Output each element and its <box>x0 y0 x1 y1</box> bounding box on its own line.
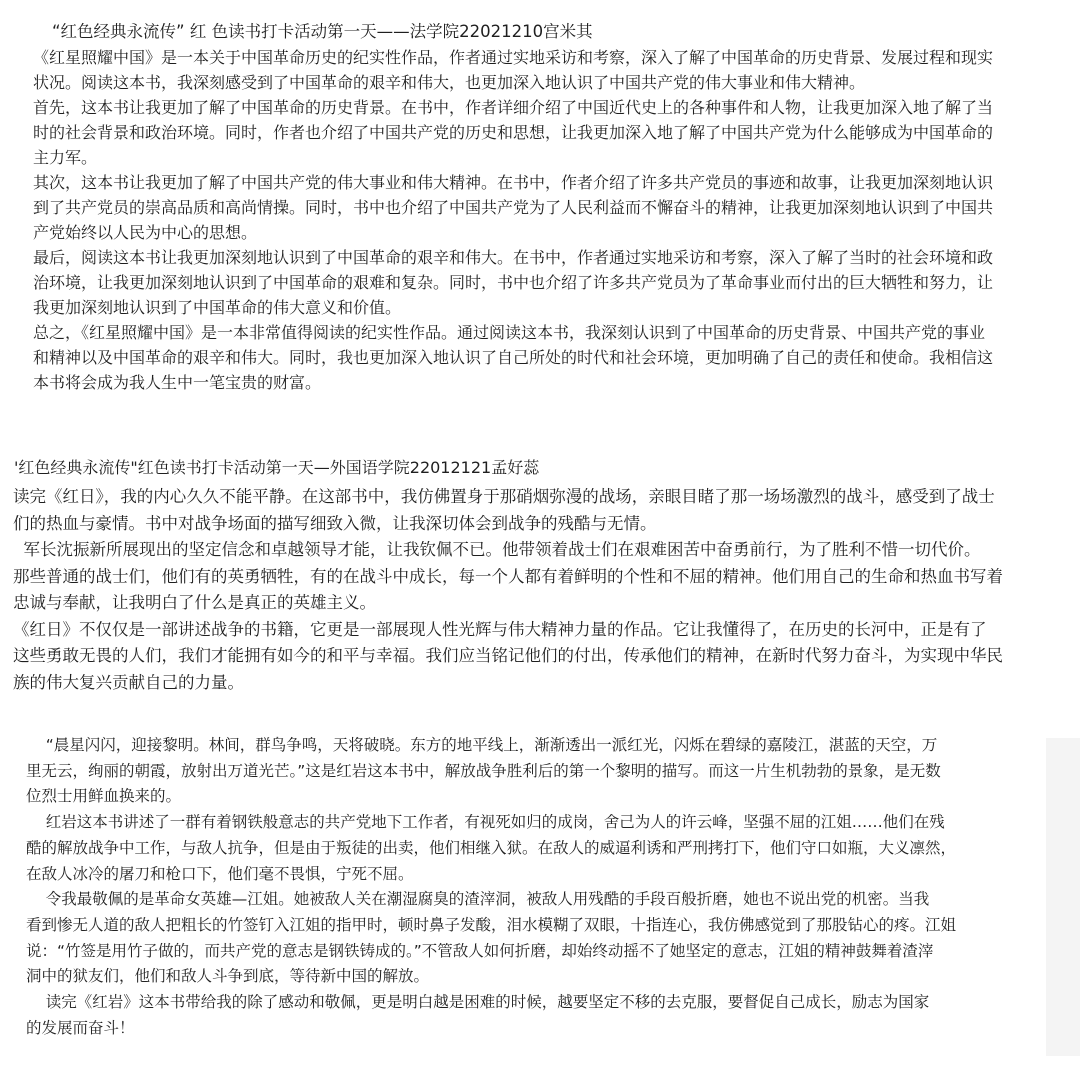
post-2-line: 读完《红日》，我的内心久久不能平静。在这部书中，我仿佛置身于那硝烟弥漫的战场，亲眼目睹了那一场场激烈的战斗，感受到了战士 <box>13 487 995 506</box>
post-1 <box>40 19 593 44</box>
post-2-line: 那些普通的战士们，他们有的英勇牺牲，有的在战斗中成长，每一个人都有着鲜明的个性和不屈的精神。他们用自己的生命和热血书写着 <box>13 566 1003 586</box>
post-3-line: 位烈士用鲜血换来的。 <box>26 787 182 806</box>
post-2-line: 忠诚与奉献，让我明白了什么是真正的英雄主义。 <box>13 593 376 612</box>
post-1-line: 本书将会成为我人生中一笔宝贵的财富。 <box>33 373 322 392</box>
post-3-line: 在敌人冰冷的屠刀和枪口下，他们毫不畏惧，宁死不屈。 <box>26 864 414 883</box>
post-2-line: 们的热血与豪情。书中对战争场面的描写细致入微，让我深切体会到战争的残酷与无情。 <box>13 513 657 533</box>
post-1-line: 其次，这本书让我更加了解了中国共产党的伟大事业和伟大精神。在书中，作者介绍了许多共产党员的事迹和故事，让我更加深刻地认识 <box>33 173 994 192</box>
post-1-title: “红色经典永流传” 红 色读书打卡活动第一天——法学院22021210宫米其 <box>52 22 593 41</box>
post-1-line: 产党始终以人民为中心的思想。 <box>33 223 258 242</box>
post-1-line: 《红星照耀中国》是一本关于中国革命历史的纪实性作品，作者通过实地采访和考察，深入了解了中国革命的历史背景、发展过程和现实 <box>33 48 994 67</box>
post-3-line: 红岩这本书讲述了一群有着钢铁般意志的共产党地下工作者，有视死如归的成岗，舍己为人的许云峰，坚强不屈的江姐……他们在残 <box>26 813 945 832</box>
post-1-line: 时的社会背景和政治环境。同时，作者也介绍了中国共产党的历史和思想，让我更加深入地了解了中国共产党为什么能够成为中国革命的 <box>33 123 994 142</box>
post-3-line: “晨星闪闪，迎接黎明。林间，群鸟争鸣，天将破晓。东方的地平线上，渐渐透出一派红光，闪烁在碧绿的嘉陵江，湛蓝的天空，万 <box>26 736 938 754</box>
post-1-line: 状况。阅读这本书，我深刻感受到了中国革命的艰辛和伟大，也更加深入地认识了中国共产党的伟大事业和伟大精神。 <box>33 73 866 92</box>
post-1-line: 总之，《红星照耀中国》是一本非常值得阅读的纪实性作品。通过阅读这本书，我深刻认识到了中国革命的历史背景、中国共产党的事业 <box>33 323 986 342</box>
post-3-line: 酷的解放战争中工作，与敌人抗争，但是由于叛徒的出卖，他们相继入狱。在敌人的威逼利诱和严刑拷打下，他们守口如瓶，大义凛然， <box>26 838 957 857</box>
post-3-line: 里无云，绚丽的朝霞，放射出万道光芒。”这是红岩这本书中，解放战争胜利后的第一个黎明的描写。而这一片生机勃勃的景象，是无数 <box>26 761 941 780</box>
post-1-line: 最后，阅读这本书让我更加深刻地认识到了中国革命的艰辛和伟大。在书中，作者通过实地采访和考察，深入了解了当时的社会环境和政 <box>33 248 994 267</box>
post-1-line: 和精神以及中国革命的艰辛和伟大。同时，我也更加深入地认识了自己所处的时代和社会环境，更加明确了自己的责任和使命。我相信这 <box>33 348 994 367</box>
post-1-line: 主力军。 <box>33 148 98 167</box>
scan-edge <box>1046 738 1080 1056</box>
post-3-line: 洞中的狱友们，他们和敌人斗争到底，等待新中国的解放。 <box>26 967 430 986</box>
post-2-line: 族的伟大复兴贡献自己的力量。 <box>13 672 244 692</box>
post-1-body <box>33 45 1053 395</box>
post-1-line: 治环境，让我更加深刻地认识到了中国革命的艰难和复杂。同时，书中也介绍了许多共产党员为了革命事业而付出的巨大牺牲和努力，让 <box>33 273 994 292</box>
post-2-line: 《红日》不仅仅是一部讲述战争的书籍，它更是一部展现人性光辉与伟大精神力量的作品。它让我懂得了，在历史的长河中，正是有了 <box>13 619 987 639</box>
post-3-line: 令我最敬佩的是革命女英雄—江姐。她被敌人关在潮湿腐臭的渣滓洞，被敌人用残酷的手段百般折磨，她也不说出党的机密。当我 <box>26 890 930 909</box>
post-3-line: 看到惨无人道的敌人把粗长的竹签钉入江姐的指甲时，顿时鼻子发酸，泪水模糊了双眼，十指连心，我仿佛感觉到了那股钻心的疼。江姐 <box>26 915 957 934</box>
post-3-line: 读完《红岩》这本书带给我的除了感动和敬佩，更是明白越是困难的时候，越要坚定不移的去克服，要督促自己成长，励志为国家 <box>26 993 930 1012</box>
post-3-line: 说：“竹签是用竹子做的，而共产党的意志是钢铁铸成的。”不管敌人如何折磨，却始终动摇不了她坚定的意志，江姐的精神鼓舞着渣滓 <box>26 941 934 960</box>
post-3 <box>0 733 1042 1043</box>
post-1-line: 到了共产党员的崇高品质和高尚情操。同时，书中也介绍了中国共产党为了人民利益而不懈奋斗的精神，让我更加深刻地认识到了中国共 <box>33 198 994 217</box>
post-2-line: 这些勇敢无畏的人们，我们才能拥有如今的和平与幸福。我们应当铭记他们的付出，传承他们的精神，在新时代努力奋斗，为实现中华民 <box>13 646 1003 665</box>
post-2-line: 军长沈振新所展现出的坚定信念和卓越领导才能，让我钦佩不已。他带领着战士们在艰难困苦中奋勇前行，为了胜利不惜一切代价。 <box>13 540 981 559</box>
post-1-line: 我更加深刻地认识到了中国革命的伟大意义和价值。 <box>33 298 402 317</box>
post-3-line: 的发展而奋斗！ <box>26 1018 135 1037</box>
post-2 <box>0 455 1068 695</box>
post-1-line: 首先，这本书让我更加了解了中国革命的历史背景。在书中，作者详细介绍了中国近代史上的各种事件和人物，让我更加深入地了解了当 <box>33 98 994 117</box>
post-2-title: '红色经典永流传"红色读书打卡活动第一天—外国语学院22012121孟好蕊 <box>14 458 540 477</box>
